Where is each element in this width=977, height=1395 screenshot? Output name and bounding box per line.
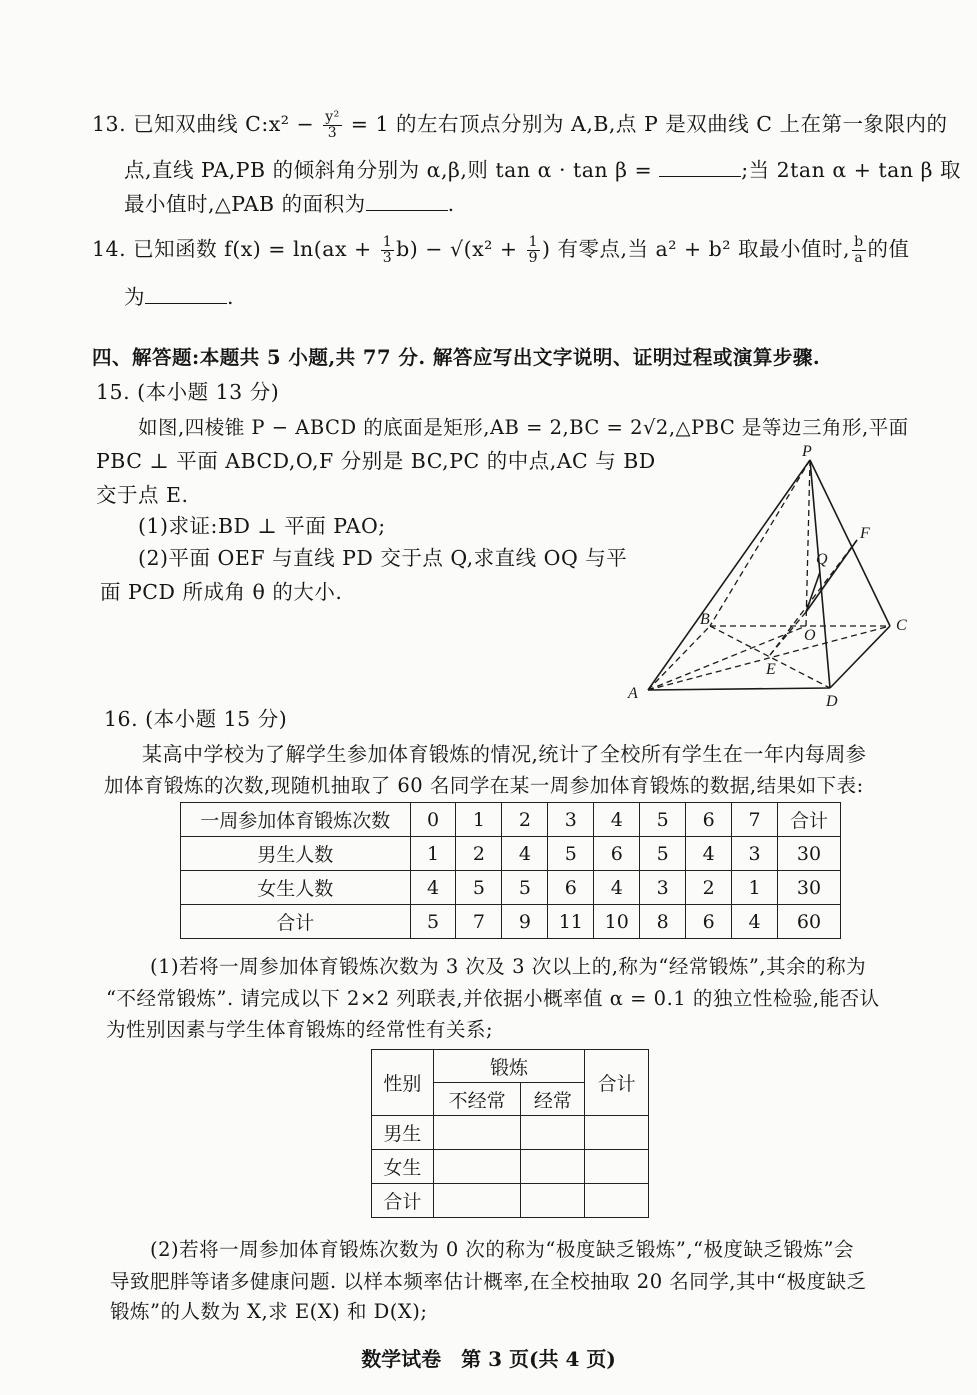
table-cell: 30 <box>778 837 841 871</box>
table-cell: 4 <box>686 837 732 871</box>
q13-text-f: . <box>447 192 455 216</box>
q15-header: 15. (本小题 13 分) <box>96 380 280 404</box>
q16-part2-line-1: (2)若将一周参加体育锻炼次数为 0 次的称为“极度缺乏锻炼”,“极度缺乏锻炼”会 <box>150 1238 855 1261</box>
q13-answer-blank-1[interactable] <box>659 158 741 177</box>
table-header-cell: 2 <box>502 803 548 837</box>
table-header-cell: 合计 <box>778 803 841 837</box>
table-cell: 30 <box>778 871 841 905</box>
table-row <box>181 837 841 871</box>
table-cell: 4 <box>594 871 640 905</box>
exercise-data-table <box>180 802 841 939</box>
contingency-row-label: 合计 <box>372 1184 434 1218</box>
table-cell: 9 <box>502 905 548 939</box>
q13-line-3 <box>124 190 455 218</box>
label-e: E <box>766 661 776 678</box>
table-cell: 4 <box>410 871 456 905</box>
contingency-row <box>372 1150 649 1184</box>
q15-line-6: 面 PCD 所成角 θ 的大小. <box>100 580 343 604</box>
contingency-empty-cell[interactable] <box>433 1184 521 1218</box>
table-cell: 合计 <box>181 905 411 939</box>
contingency-row-label: 女生 <box>372 1150 434 1184</box>
q16-line-2: 加体育锻炼的次数,现随机抽取了 60 名同学在某一周参加体育锻炼的数据,结果如下表: <box>104 774 864 797</box>
label-o: O <box>804 627 816 644</box>
q15-line-5: (2)平面 OEF 与直线 PD 交于点 Q,求直线 OQ 与平 <box>138 546 628 570</box>
q15-line-2: PBC ⊥ 平面 ABCD,O,F 分别是 BC,PC 的中点,AC 与 BD <box>96 449 656 473</box>
contingency-often-header: 经常 <box>521 1083 585 1116</box>
q13-text-a: 13. 已知双曲线 C:x² − <box>92 112 322 136</box>
table-cell: 60 <box>778 905 841 939</box>
contingency-gender-header: 性别 <box>372 1050 434 1116</box>
q14-frac1-num: 1 <box>382 234 393 250</box>
q14-text-c: ) 有零点,当 a² + b² 取最小值时, <box>541 237 851 261</box>
table-header-cell: 3 <box>548 803 594 837</box>
q14-text-b: b) − √(x² + <box>396 237 525 261</box>
label-p: P <box>802 443 812 460</box>
table-cell: 7 <box>456 905 502 939</box>
table-cell: 6 <box>594 837 640 871</box>
segment-ao <box>648 626 806 690</box>
q16-part2-line-3: 锻炼”的人数为 X,求 E(X) 和 D(X); <box>110 1300 428 1323</box>
q14-frac2-num: 1 <box>528 234 538 250</box>
q14-line-1 <box>92 235 910 266</box>
label-c: C <box>896 617 907 634</box>
table-cell: 6 <box>686 905 732 939</box>
table-cell: 2 <box>456 837 502 871</box>
q14-text-f: . <box>227 285 235 309</box>
q13-text-c: 点,直线 PA,PB 的倾斜角分别为 α,β,则 tan α · tan β = <box>124 158 660 182</box>
q13-answer-blank-2[interactable] <box>366 192 448 211</box>
table-cell: 4 <box>732 905 778 939</box>
table-cell: 男生人数 <box>181 837 411 871</box>
q14-line-2 <box>124 283 234 311</box>
table-cell: 1 <box>410 837 456 871</box>
q14-text-a: 14. 已知函数 f(x) = ln(ax + <box>92 237 379 261</box>
label-f: F <box>860 525 870 542</box>
contingency-empty-cell[interactable] <box>585 1184 649 1218</box>
table-cell: 5 <box>502 871 548 905</box>
q15-line-3: 交于点 E. <box>96 483 189 507</box>
q15-line-4: (1)求证:BD ⊥ 平面 PAO; <box>138 514 386 538</box>
contingency-empty-cell[interactable] <box>521 1150 585 1184</box>
label-a: A <box>628 685 638 702</box>
label-q: Q <box>816 551 828 568</box>
table-header-cell: 0 <box>410 803 456 837</box>
contingency-table <box>371 1049 649 1218</box>
table-cell: 5 <box>548 837 594 871</box>
table-cell: 6 <box>548 871 594 905</box>
q13-fraction <box>323 110 342 141</box>
contingency-row-label: 男生 <box>372 1116 434 1150</box>
q15-line-1: 如图,四棱锥 P − ABCD 的底面是矩形,AB = 2,BC = 2√2,△PBC 是等边三角形,平面 <box>138 416 909 439</box>
q14-answer-blank[interactable] <box>145 285 227 304</box>
contingency-empty-cell[interactable] <box>433 1150 521 1184</box>
q13-line-1 <box>92 110 947 141</box>
q13-text-b: = 1 的左右顶点分别为 A,B,点 P 是双曲线 C 上在第一象限内的 <box>343 112 948 136</box>
contingency-empty-cell[interactable] <box>521 1116 585 1150</box>
label-d: D <box>826 693 838 710</box>
table-cell: 女生人数 <box>181 871 411 905</box>
section-4-heading: 四、解答题:本题共 5 小题,共 77 分. 解答应写出文字说明、证明过程或演算步骤. <box>92 346 821 369</box>
table-cell: 5 <box>456 871 502 905</box>
table-cell: 5 <box>410 905 456 939</box>
contingency-empty-cell[interactable] <box>433 1116 521 1150</box>
edge-ad <box>648 688 830 690</box>
table-cell: 11 <box>548 905 594 939</box>
q14-frac1-den: 3 <box>382 250 393 266</box>
table-cell: 10 <box>594 905 640 939</box>
label-b: B <box>700 611 710 628</box>
q14-frac3-den: a <box>854 250 864 266</box>
q16-part2-line-2: 导致肥胖等诸多健康问题. 以样本频率估计概率,在全校抽取 20 名同学,其中“极度缺乏 <box>110 1270 867 1293</box>
q16-line-1: 某高中学校为了解学生参加体育锻炼的情况,统计了全校所有学生在一年内每周参 <box>142 742 867 766</box>
contingency-exercise-header: 锻炼 <box>433 1050 584 1083</box>
q16-part1-line-1: (1)若将一周参加体育锻炼次数为 3 次及 3 次以上的,称为“经常锻炼”,其余的称为 <box>150 955 867 978</box>
contingency-row <box>372 1184 649 1218</box>
q13-line-2 <box>124 156 961 184</box>
table-cell: 5 <box>640 837 686 871</box>
q13-frac-num: y² <box>325 109 340 125</box>
table-row <box>181 905 841 939</box>
edge-pa <box>648 460 810 690</box>
page-footer: 数学试卷 第 3 页(共 4 页) <box>361 1347 616 1371</box>
table-header-cell: 5 <box>640 803 686 837</box>
table-header-cell: 6 <box>686 803 732 837</box>
q14-frac2-den: 9 <box>528 250 538 266</box>
diagonal-ac <box>648 626 890 690</box>
table-header-cell: 一周参加体育锻炼次数 <box>181 803 411 837</box>
table-row <box>181 871 841 905</box>
contingency-not-often-header: 不经常 <box>433 1083 521 1116</box>
q16-header: 16. (本小题 15 分) <box>104 707 288 731</box>
table-cell: 1 <box>732 871 778 905</box>
q16-part1-line-3: 为性别因素与学生体育锻炼的经常性有关系; <box>106 1018 494 1041</box>
q16-part1-line-2: “不经常锻炼”. 请完成以下 2×2 列联表,并依据小概率值 α = 0.1 的独立性检验,能否认 <box>106 987 880 1010</box>
q14-fraction-3 <box>852 235 865 266</box>
contingency-total-header: 合计 <box>585 1050 649 1116</box>
pyramid-figure <box>620 440 920 715</box>
table-cell: 3 <box>732 837 778 871</box>
table-cell: 3 <box>640 871 686 905</box>
table-header-cell: 4 <box>594 803 640 837</box>
q14-text-d: 的值 <box>867 237 910 261</box>
contingency-row <box>372 1116 649 1150</box>
q13-text-d: ;当 2tan α + tan β 取 <box>741 158 961 182</box>
edge-dc <box>830 626 890 688</box>
q14-fraction-2 <box>527 235 540 266</box>
table-header-cell: 7 <box>732 803 778 837</box>
table-cell: 4 <box>502 837 548 871</box>
contingency-empty-cell[interactable] <box>521 1184 585 1218</box>
q14-fraction-1 <box>381 235 394 266</box>
segment-oq-upper <box>806 572 820 612</box>
contingency-empty-cell[interactable] <box>585 1150 649 1184</box>
q14-text-e: 为 <box>124 285 145 309</box>
q13-frac-den: 3 <box>327 125 338 141</box>
edge-ab <box>648 626 710 690</box>
table-cell: 8 <box>640 905 686 939</box>
table-header-row <box>181 803 841 837</box>
q13-text-e: 最小值时,△PAB 的面积为 <box>124 192 366 216</box>
q14-frac3-num: b <box>854 234 864 250</box>
contingency-empty-cell[interactable] <box>585 1116 649 1150</box>
contingency-header-row <box>372 1050 649 1083</box>
table-header-cell: 1 <box>456 803 502 837</box>
table-cell: 2 <box>686 871 732 905</box>
edge-pb <box>710 460 810 626</box>
